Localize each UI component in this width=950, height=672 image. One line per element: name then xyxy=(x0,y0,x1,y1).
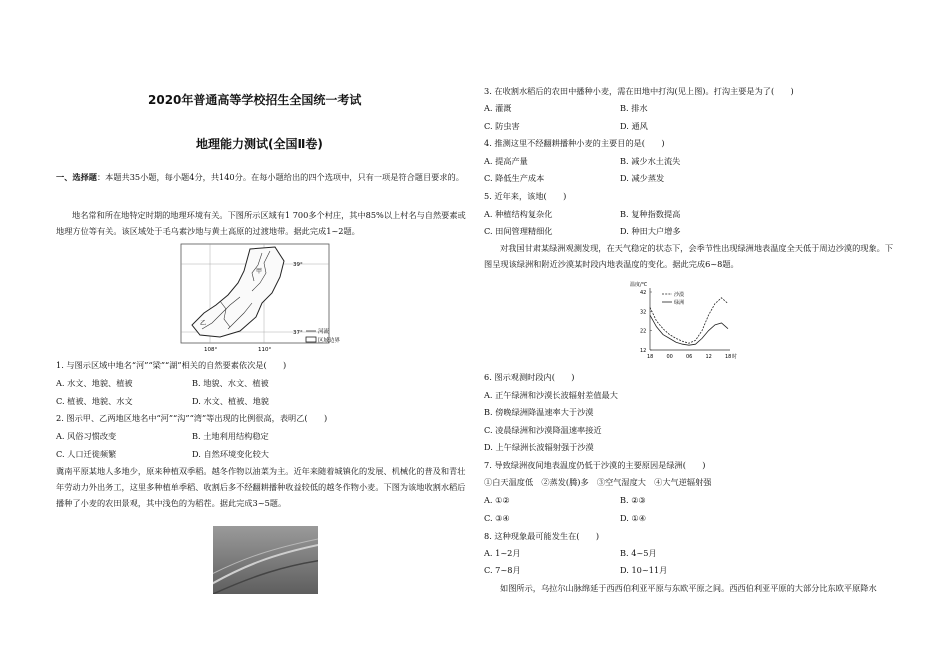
map-label-jia: 甲 xyxy=(256,268,263,275)
map-label-yi: 乙 xyxy=(200,320,207,327)
lat-37-label: 37° xyxy=(293,330,303,336)
q4-stem: 4. 推测这里不经翻耕播种小麦的主要目的是( ) xyxy=(484,138,665,148)
series-line-1 xyxy=(650,298,728,343)
q1-stem: 1. 与图示区域中地名“河”“梁”“湖”相关的自然要素依次是( ) xyxy=(56,360,287,370)
q8-option-c: C. 7~8月 xyxy=(484,565,521,575)
farmland-photo xyxy=(213,526,318,594)
q3-option-d: D. 通风 xyxy=(620,121,648,131)
q6-option-a: A. 正午绿洲和沙漠长波辐射差值最大 xyxy=(484,390,618,400)
q7-option-a: A. ①② xyxy=(484,495,510,505)
q2-option-a: A. 风俗习惯改变 xyxy=(56,431,117,441)
q3-option-c: C. 防虫害 xyxy=(484,121,520,131)
y-tick-label: 22 xyxy=(640,328,647,335)
q1-option-b: B. 地貌、水文、植被 xyxy=(192,378,269,388)
q1-option-a: A. 水文、地貌、植被 xyxy=(56,378,133,388)
intro-paragraph-2: 冀南平原某地人多地少，原来种植双季稻。越冬作物以油菜为主。近年来随着城镇化的发展、机械化的普及和青壮年劳动力外出务工，这里多种植单季稻、收割后多不经翻耕播种收益较低的越冬作物小麦。下图为该地收割水稻后播种了小麦的农田景观，其中浅色的为稻茬。据此完成3~5题。 xyxy=(56,466,466,508)
q2-option-b: B. 土地利用结构稳定 xyxy=(192,431,269,441)
section-label: 一、选择题 xyxy=(56,172,97,182)
x-tick-label: 00 xyxy=(666,354,673,360)
q8-option-d: D. 10~11月 xyxy=(620,565,668,575)
q4-option-c: C. 降低生产成本 xyxy=(484,173,545,183)
q4-option-d: D. 减少蒸发 xyxy=(620,173,665,183)
lon-110-label: 110° xyxy=(258,347,272,353)
q1-option-c: C. 植被、地貌、水文 xyxy=(56,396,133,406)
legend-river-label: 河流 xyxy=(318,329,330,335)
q4-option-b: B. 减少水土流失 xyxy=(620,156,681,166)
q7-stem: 7. 导致绿洲夜间地表温度仍低于沙漠的主要原因是绿洲( ) xyxy=(484,460,706,470)
legend-boundary-label: 区域边界 xyxy=(318,338,341,344)
q5-stem: 5. 近年来，该地( ) xyxy=(484,191,567,201)
legend-label-1: 沙漠 xyxy=(674,292,685,298)
q3-option-b: B. 排水 xyxy=(620,103,648,113)
x-tick-label: 06 xyxy=(686,354,693,360)
legend-boundary-symbol xyxy=(306,337,316,342)
temperature-chart xyxy=(628,280,740,362)
lon-108-label: 108° xyxy=(204,347,218,353)
series-line-2 xyxy=(650,315,728,345)
q5-option-a: A. 种植结构复杂化 xyxy=(484,209,553,219)
intro-paragraph-4: 如图所示，乌拉尔山脉绵延于西西伯利亚平原与东欧平原之间。西西伯利亚平原的大部分比东欧平原降水 xyxy=(500,583,877,593)
y-axis-label: 温度/℃ xyxy=(630,282,648,288)
q5-option-d: D. 种田大户增多 xyxy=(620,226,681,236)
q6-option-b: B. 傍晚绿洲降温速率大于沙漠 xyxy=(484,407,594,417)
exam-subtitle: 地理能力测试(全国Ⅱ卷) xyxy=(196,137,323,151)
q4-option-a: A. 提高产量 xyxy=(484,156,528,166)
legend-label-2: 绿洲 xyxy=(674,300,685,306)
q5-option-c: C. 田间管理精细化 xyxy=(484,226,553,236)
q3-stem: 3. 在收割水稻后的农田中播种小麦，需在田地中打沟(见上图)。打沟主要是为了( ) xyxy=(484,86,794,96)
region-map xyxy=(180,243,352,353)
q7-option-b: B. ②③ xyxy=(620,495,646,505)
x-axis-label: 时 xyxy=(732,354,738,360)
q8-stem: 8. 这种现象最可能发生在( ) xyxy=(484,531,600,541)
q8-option-b: B. 4~5月 xyxy=(620,548,657,558)
q2-option-d: D. 自然环境变化较大 xyxy=(192,449,269,459)
x-tick-label: 18 xyxy=(725,354,732,360)
q2-option-c: C. 人口迁徙频繁 xyxy=(56,449,117,459)
q2-stem: 2. 图示甲、乙两地区地名中“河”“沟”“湾”等出现的比例很高，表明乙( ) xyxy=(56,413,328,423)
q1-option-d: D. 水文、植被、地貌 xyxy=(192,396,269,406)
intro-paragraph-3: 对我国甘肃某绿洲观测发现，在天气稳定的状态下，会季节性出现绿洲地表温度全天低于周边沙漠的现象。下图呈现该绿洲和附近沙漠某时段内地表温度的变化。据此完成6~8题。 xyxy=(484,243,894,269)
y-tick-label: 12 xyxy=(640,348,647,354)
section-text: ：本题共35小题，每小题4分，共140分。在每小题给出的四个选项中，只有一项是符合题目要求的。 xyxy=(96,172,464,182)
q8-option-a: A. 1~2月 xyxy=(484,548,521,558)
section-instruction xyxy=(56,169,471,185)
q3-option-a: A. 灌溉 xyxy=(484,103,512,113)
y-tick-label: 42 xyxy=(640,290,647,296)
x-tick-label: 12 xyxy=(705,354,712,360)
lat-39-label: 39° xyxy=(293,262,303,268)
q6-option-c: C. 凌晨绿洲和沙漠降温速率接近 xyxy=(484,425,602,435)
q6-stem: 6. 图示观测时段内( ) xyxy=(484,372,575,382)
q6-option-d: D. 上午绿洲长波辐射强于沙漠 xyxy=(484,442,594,452)
q5-option-b: B. 复种指数提高 xyxy=(620,209,681,219)
y-tick-label: 32 xyxy=(640,309,647,316)
exam-title: 2020年普通高等学校招生全国统一考试 xyxy=(148,93,362,107)
q7-option-d: D. ①④ xyxy=(620,513,647,523)
q7-option-c: C. ③④ xyxy=(484,513,510,523)
x-tick-label: 18 xyxy=(647,354,654,360)
q7-options-line: ①白天温度低 ②蒸发(腾)多 ③空气湿度大 ④大气逆辐射强 xyxy=(484,477,712,487)
intro-paragraph-1: 地名常和所在地特定时期的地理环境有关。下图所示区域有1 700多个村庄，其中85%以上村名与自然要素或地理方位等有关。该区域处于毛乌素沙地与黄土高原的过渡地带。据此完成1~2题。 xyxy=(56,210,466,236)
